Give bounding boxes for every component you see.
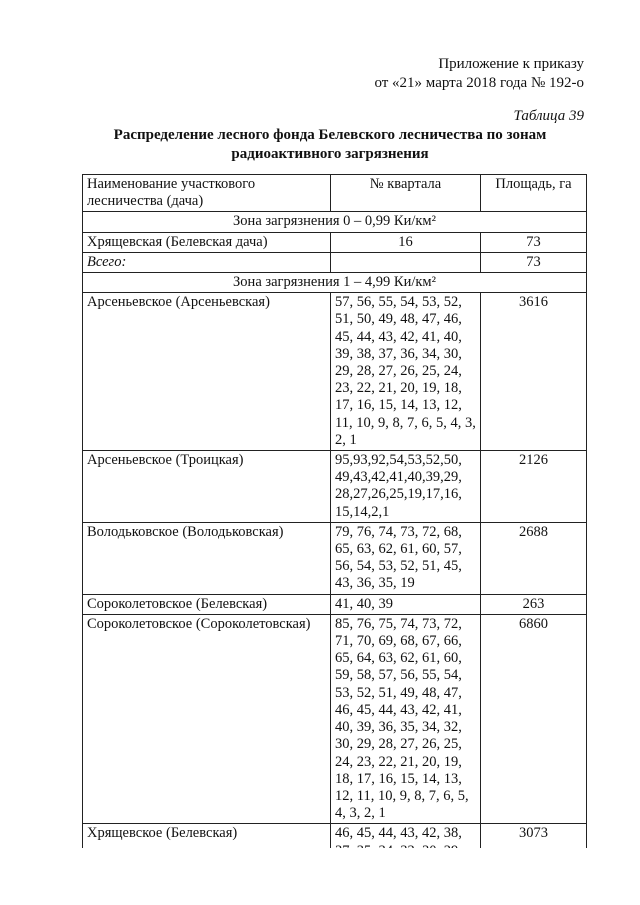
column-header-area: Площадь, га <box>481 175 587 212</box>
zone-row <box>83 273 587 293</box>
table-row <box>83 293 587 451</box>
forestry-name: Арсеньевское (Арсеньевская) <box>83 293 331 451</box>
forestry-name: Хрящевская (Белевская дача) <box>83 232 331 252</box>
area-value: 3616 <box>481 293 587 451</box>
appendix-line-1: Приложение к приказу <box>438 56 584 72</box>
document-title: Распределение лесного фонда Белевского лесничества по зонам радиоактивного загрязнения <box>113 127 547 162</box>
total-value: 73 <box>481 252 587 272</box>
total-row <box>83 252 587 272</box>
table-number: Таблица 39 <box>513 108 584 124</box>
forestry-name: Арсеньевское (Троицкая) <box>83 451 331 523</box>
zone-label: Зона загрязнения 0 – 0,99 Ки/км² <box>83 212 587 232</box>
column-header-quarter: № квартала <box>331 175 481 212</box>
table-row <box>83 451 587 523</box>
forestry-name: Володьковское (Володьковская) <box>83 522 331 594</box>
table-row <box>83 614 587 823</box>
area-value: 2688 <box>481 522 587 594</box>
forest-fund-table <box>82 174 587 862</box>
table-row <box>83 522 587 594</box>
area-value: 263 <box>481 594 587 614</box>
quarter-numbers: 41, 40, 39 <box>331 594 481 614</box>
page-crop-edge <box>0 848 640 905</box>
quarter-numbers: 79, 76, 74, 73, 72, 68, 65, 63, 62, 61, 60, 57, 56, 54, 53, 52, 51, 45, 43, 36, 35, 19 <box>331 522 481 594</box>
zone-row <box>83 212 587 232</box>
forestry-name: Сороколетовское (Сороколетовская) <box>83 614 331 823</box>
appendix-line-2: от «21» марта 2018 года № 192-о <box>374 75 584 91</box>
forestry-name: Сороколетовское (Белевская) <box>83 594 331 614</box>
area-value: 73 <box>481 232 587 252</box>
quarter-numbers: 16 <box>331 232 481 252</box>
quarter-numbers: 46, 45, 44, 43, 42, 38, <box>331 824 481 861</box>
quarter-numbers: 95,93,92,54,53,52,50, 49,43,42,41,40,39,29, 28,27,26,25,19,17,16, 15,14,2,1 <box>331 451 481 523</box>
zone-label: Зона загрязнения 1 – 4,99 Ки/км² <box>83 273 587 293</box>
column-header-name: Наименование участкового лесничества (дача) <box>83 175 331 212</box>
area-value: 6860 <box>481 614 587 823</box>
table-row <box>83 594 587 614</box>
area-value: 2126 <box>481 451 587 523</box>
quarter-numbers: 85, 76, 75, 74, 73, 72, 71, 70, 69, 68, 67, 66, 65, 64, 63, 62, 61, 60, 59, 58, 57, 56, 55, 54, 53, 52, 51, 49, 48, 47, 46, 45, 44, 43, 42, 41, 40, 39, 36, 35, 34, 32, 30, 29, 28, 27, 26, 25, 24, 23, 22, 21, 20, 19, 18, 17, 16, 15, 14, 13, 12, 11, 10, 9, 8, 7, 6, 5, 4, 3, 2, 1 <box>331 614 481 823</box>
forestry-name: Хрящевское (Белевская) <box>83 824 331 861</box>
area-value: 3073 <box>481 824 587 861</box>
quarter-numbers: 57, 56, 55, 54, 53, 52, 51, 50, 49, 48, 47, 46, 45, 44, 43, 42, 41, 40, 39, 38, 37, 36, 34, 30, 29, 28, 27, 26, 25, 24, 23, 22, 21, 20, 19, 18, 17, 16, 15, 14, 13, 12, 11, 10, 9, 8, 7, 6, 5, 4, 3, 2, 1 <box>331 293 481 451</box>
table-row <box>83 232 587 252</box>
total-label: Всего: <box>83 252 331 272</box>
table-header-row <box>83 175 587 212</box>
total-empty-cell <box>331 252 481 272</box>
appendix-reference <box>374 55 584 93</box>
